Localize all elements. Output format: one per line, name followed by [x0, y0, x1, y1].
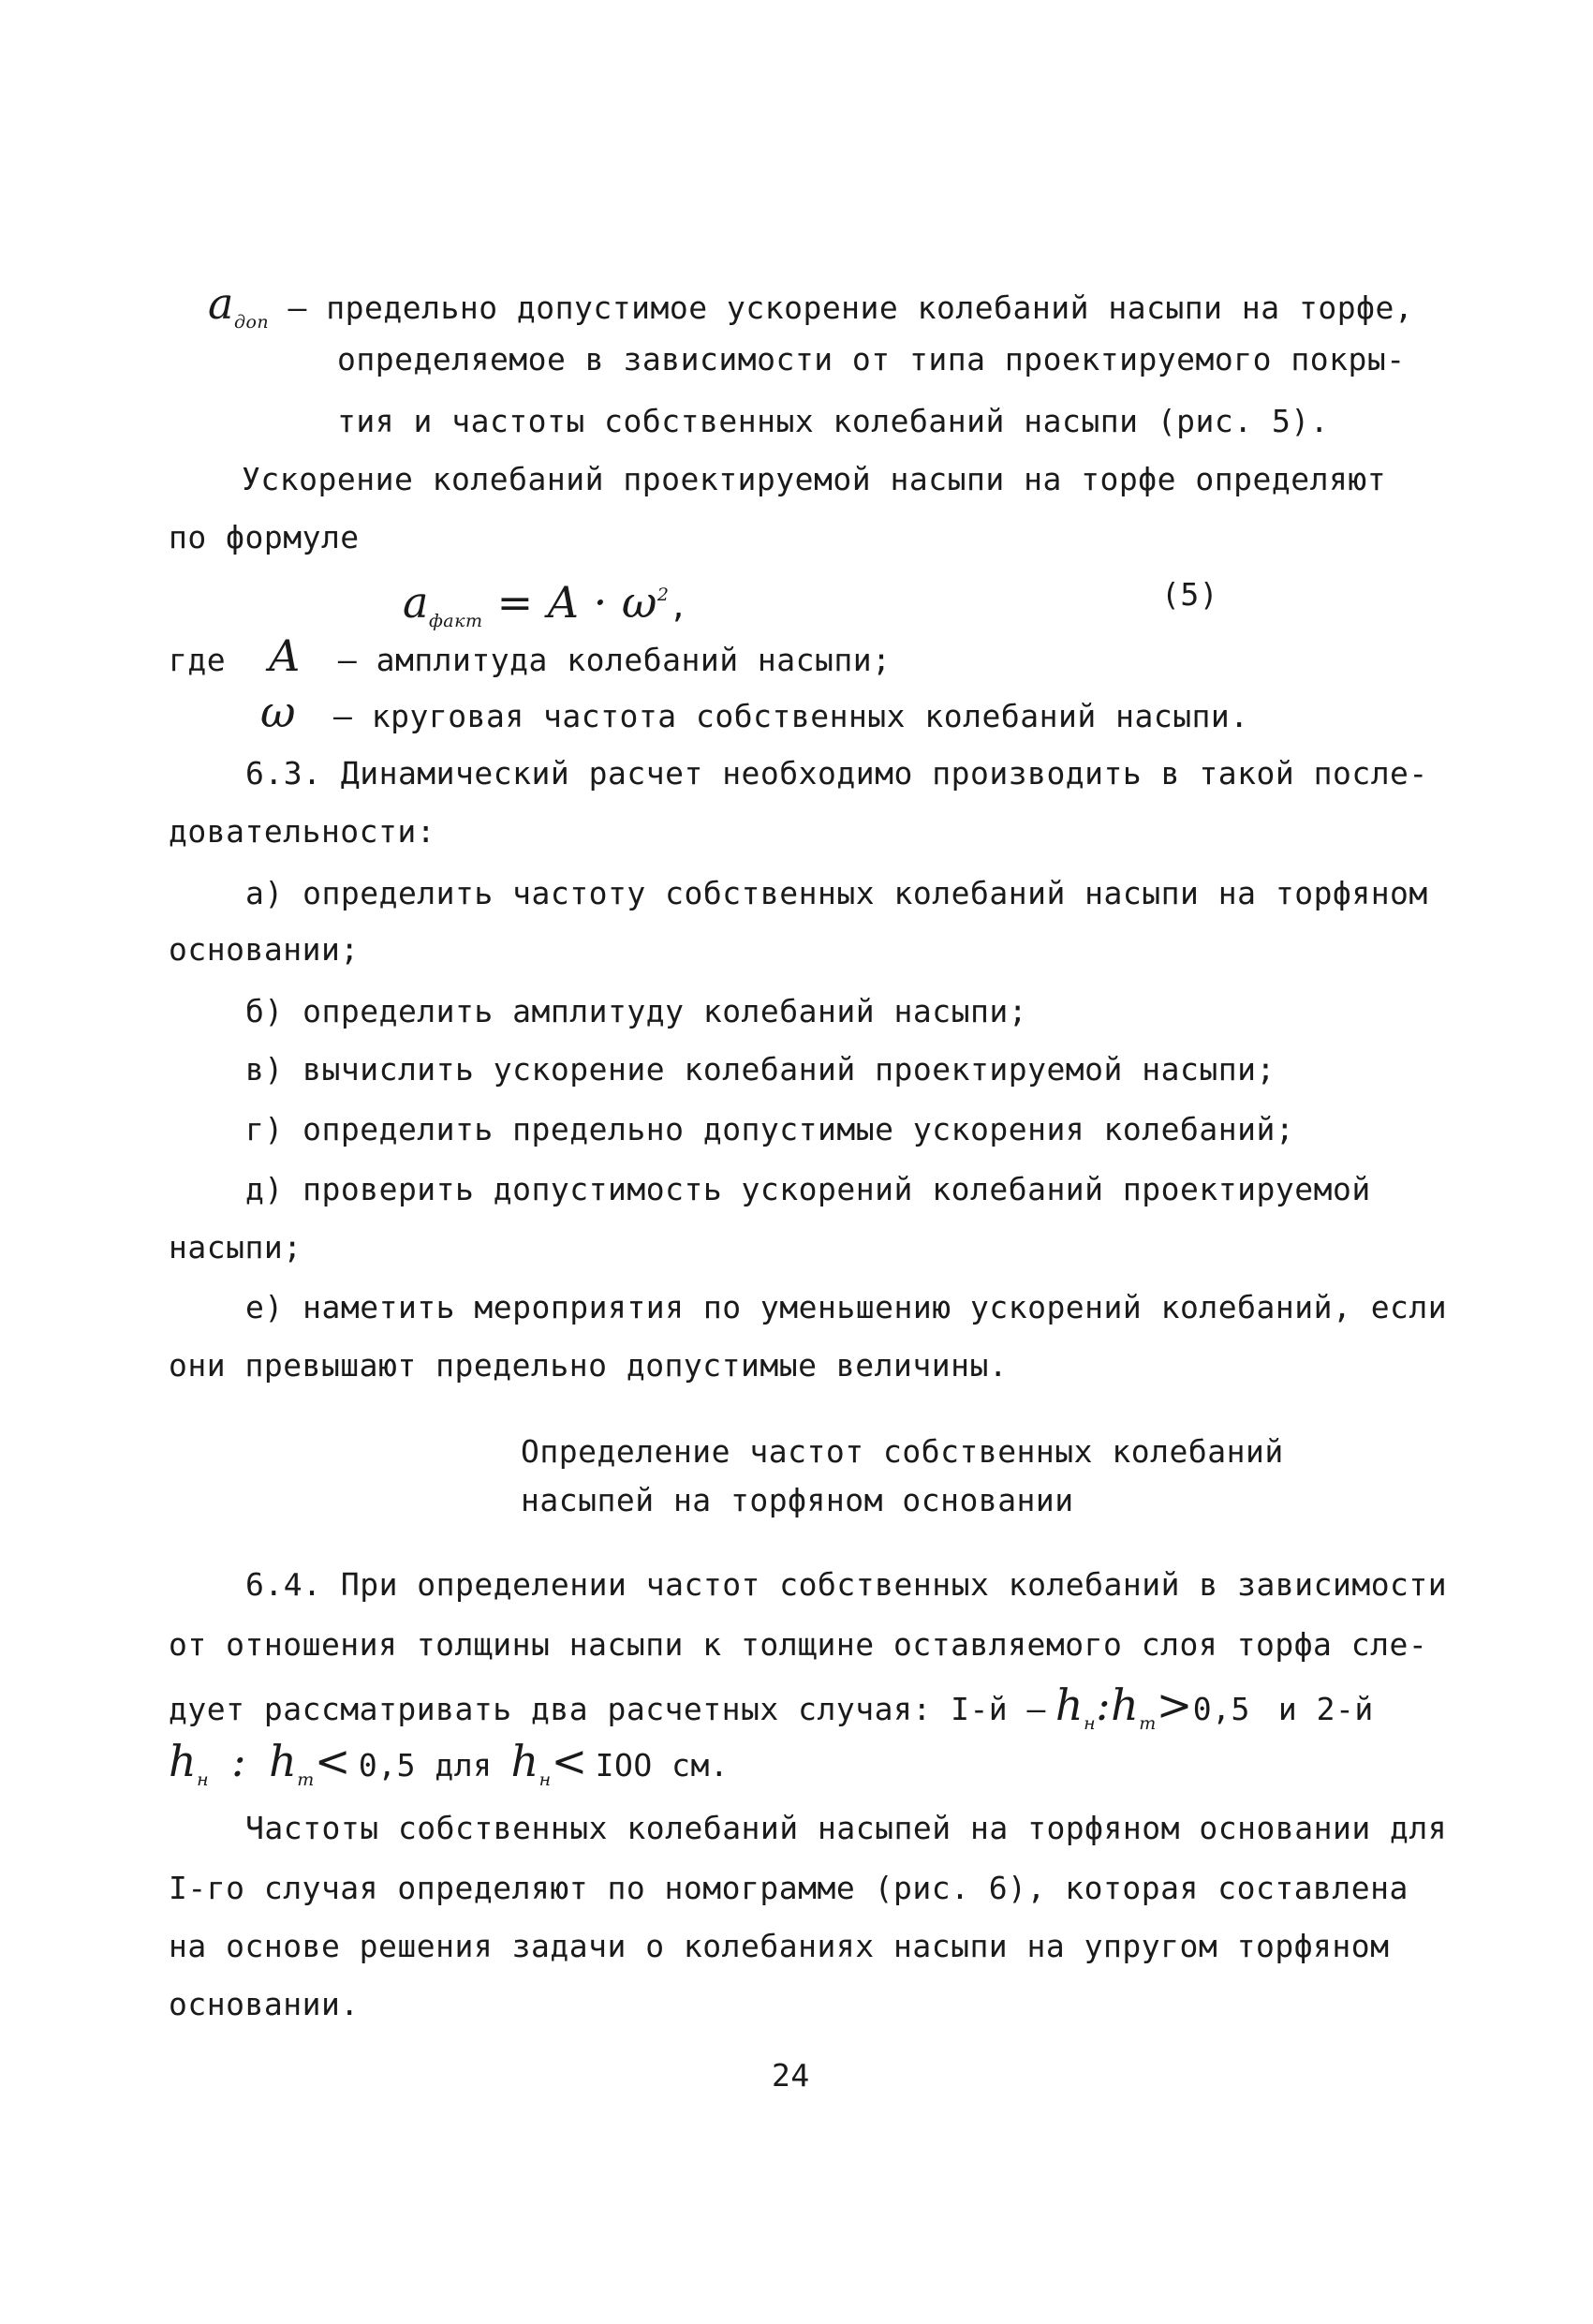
- list-item-d-cont: насыпи;: [169, 1229, 302, 1266]
- formula-exponent: 2: [656, 585, 670, 605]
- list-item-v: в) вычислить ускорение колебаний проектируемой насыпи;: [245, 1051, 1276, 1088]
- where-desc-2: – круговая частота собственных колебаний насыпи.: [333, 698, 1249, 734]
- where-desc-1: – амплитуда колебаний насыпи;: [337, 642, 892, 678]
- section-6-4-line-4: [169, 1736, 730, 1799]
- section-6-4-line-1: 6.4. При определении частот собственных колебаний в зависимости: [245, 1566, 1448, 1603]
- value-0-5-for: 0,5 для: [358, 1747, 493, 1784]
- formula-rhs: = A · ω: [482, 577, 657, 628]
- symbol-a-dop: $a_{доп}$: [208, 278, 270, 333]
- paragraph-acceleration-line-2: по формуле: [169, 519, 360, 555]
- cases-text: дует рассматривать два расчетных случая: I-й –: [169, 1691, 1046, 1727]
- definition-line-1: $a_{доп}$ – предельно допустимое ускорение колебаний насыпи на торфе,: [208, 278, 1414, 333]
- list-item-b: б) определить амплитуду колебаний насыпи;: [245, 993, 1028, 1029]
- paragraph-frequency-line-1: Частоты собственных колебаний насыпей на торфяном основании для: [245, 1810, 1448, 1846]
- paragraph-frequency-line-3: на основе решения задачи о колебаниях насыпи на упругом торфяном: [169, 1928, 1390, 1964]
- symbol-omega: ω: [260, 687, 297, 737]
- section-6-4-line-2: от отношения толщины насыпи к толщине оставляемого слоя торфа сле-: [169, 1626, 1428, 1663]
- ratio-2: $h_н$ : $h_т<$: [169, 1736, 351, 1790]
- paragraph-acceleration-line-1: Ускорение колебаний проектируемой насыпи на торфе определяют: [242, 461, 1387, 497]
- list-item-a-cont: основании;: [169, 931, 360, 968]
- definition-line-3: тия и частоты собственных колебаний насыпи (рис. 5).: [337, 403, 1330, 439]
- where-line-2: [260, 687, 1249, 737]
- where-line-1: [169, 630, 892, 681]
- subheading-line-2: насыпей на торфяном основании: [521, 1482, 1074, 1518]
- list-item-e: е) наметить мероприятия по уменьшению ускорений колебаний, если: [245, 1289, 1448, 1325]
- ratio-1: $h_н:h_т>$: [1055, 1680, 1193, 1734]
- where-word: где: [169, 642, 227, 678]
- subheading-line-1: Определение частот собственных колебаний: [521, 1433, 1284, 1470]
- section-6-3-line-2: довательности:: [169, 813, 436, 850]
- list-item-g: г) определить предельно допустимые ускорения колебаний;: [245, 1111, 1295, 1147]
- paragraph-frequency-line-2: I-го случая определяют по номограмме (рис. 6), которая составлена: [169, 1870, 1409, 1906]
- list-item-a: а) определить частоту собственных колебаний насыпи на торфяном: [245, 875, 1428, 911]
- formula-tail: ,: [669, 588, 688, 625]
- section-6-4-line-3: [169, 1680, 1374, 1742]
- page-number: 24: [772, 2057, 810, 2094]
- h-n-limit: $h_н<$: [510, 1736, 588, 1790]
- symbol-A: A: [269, 630, 301, 681]
- formula-number: (5): [1161, 576, 1219, 613]
- formula-lhs: $a_{факт}$: [403, 577, 483, 631]
- formula-5: [403, 576, 688, 640]
- paragraph-frequency-line-4: основании.: [169, 1986, 360, 2022]
- list-item-e-cont: они превышают предельно допустимые величины.: [169, 1347, 1009, 1384]
- and-second-case: и 2-й: [1277, 1691, 1374, 1727]
- value-0-5: 0,5: [1192, 1691, 1250, 1727]
- list-item-d: д) проверить допустимость ускорений колебаний проектируемой: [245, 1171, 1371, 1207]
- definition-line-2: определяемое в зависимости от типа проектируемого покры-: [337, 341, 1406, 377]
- section-6-3-line-1: 6.3. Динамический расчет необходимо производить в такой после-: [245, 755, 1428, 792]
- value-100-cm: IOO см.: [595, 1747, 730, 1784]
